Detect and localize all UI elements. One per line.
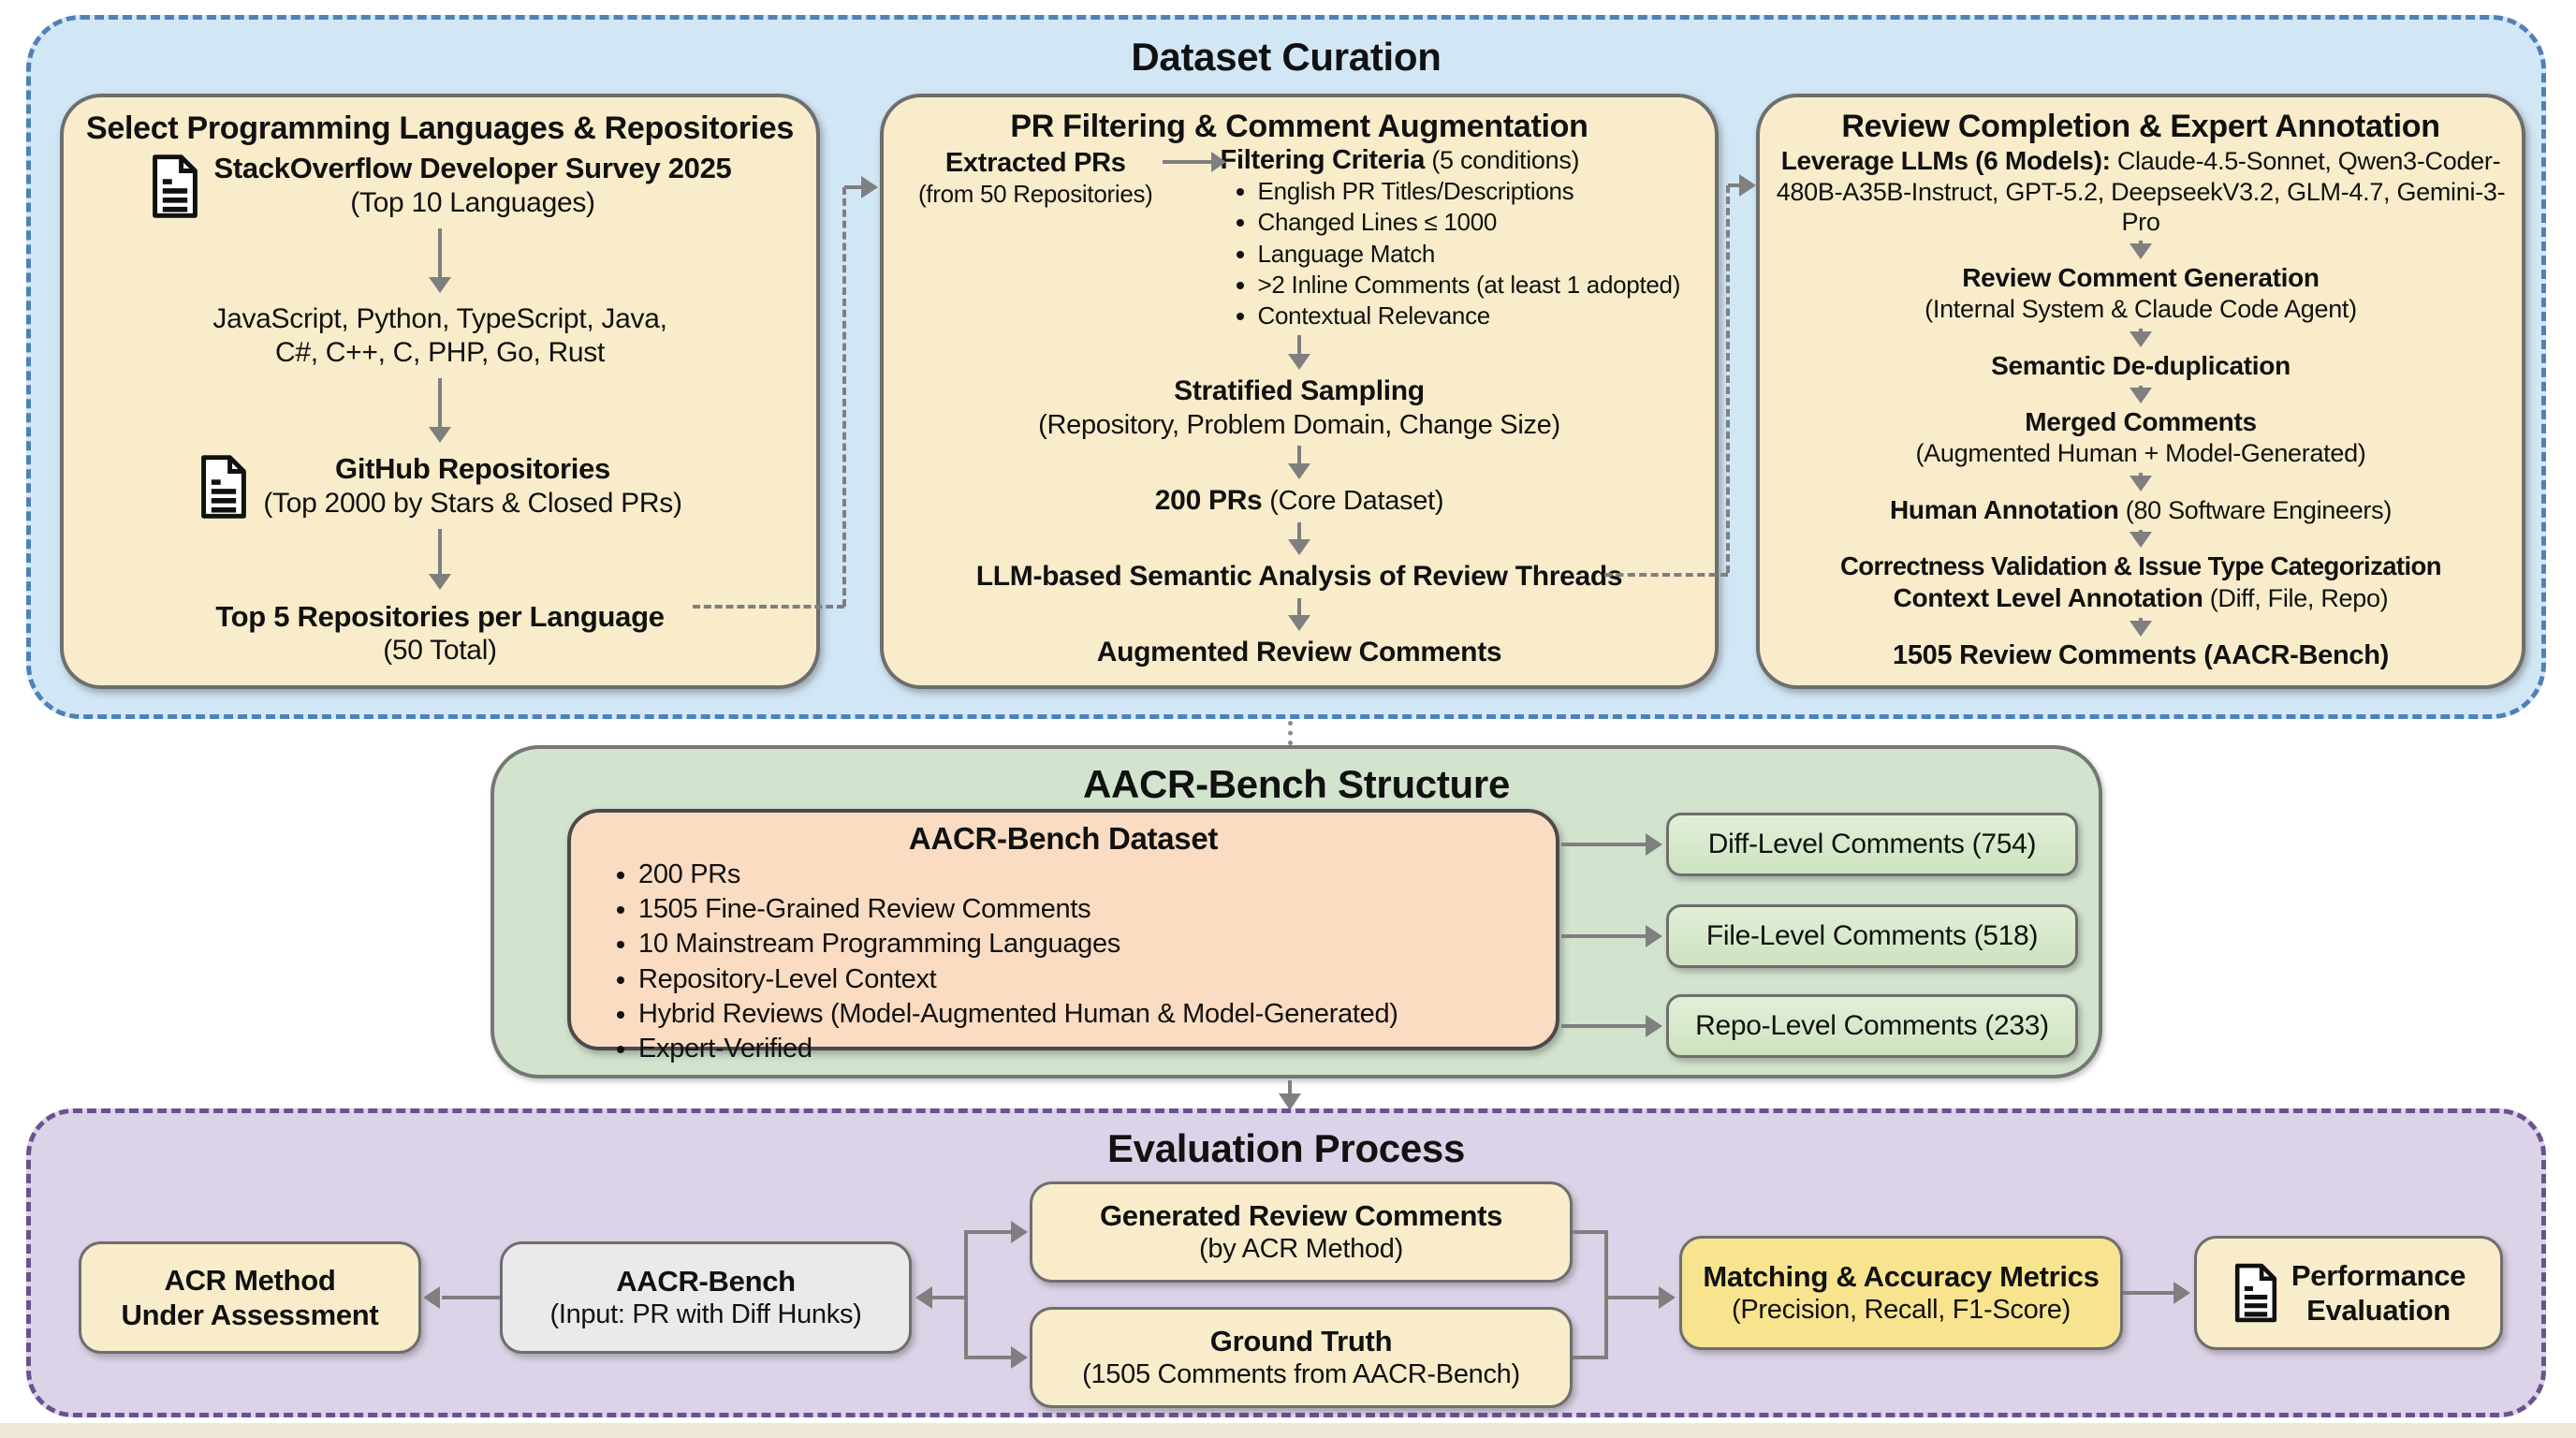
arrow-right-icon bbox=[1011, 1346, 1028, 1369]
connector-select-to-filter-horizontal bbox=[693, 605, 844, 609]
extracted-prs-label: Extracted PRs bbox=[944, 148, 1126, 179]
matching-metrics-sublabel: (Precision, Recall, F1-Score) bbox=[1732, 1295, 2071, 1326]
arrow-right-icon bbox=[1646, 833, 1662, 856]
arrow-down-icon bbox=[438, 378, 442, 427]
github-repositories-item bbox=[198, 451, 681, 521]
connector-bench-to-acr bbox=[442, 1296, 500, 1299]
connector-generated-to-trunk bbox=[1573, 1230, 1608, 1234]
aacr-bench-label: AACR-Bench bbox=[616, 1265, 796, 1298]
dataset-feature: • Expert-Verified bbox=[638, 1032, 1531, 1066]
connector-trunk-to-bench-input bbox=[932, 1296, 964, 1299]
document-icon bbox=[2232, 1263, 2280, 1323]
comment-generation-sublabel: (Internal System & Claude Code Agent) bbox=[1925, 295, 2357, 324]
connector-analysis-to-review-horizontal bbox=[1604, 573, 1728, 577]
connector-trunk-to-generated bbox=[968, 1230, 1013, 1234]
performance-label-line2: Evaluation bbox=[2306, 1294, 2451, 1327]
connector-dataset-to-file bbox=[1561, 934, 1647, 938]
filtering-criteria-item bbox=[1221, 145, 1681, 331]
arrow-right-icon bbox=[1739, 174, 1756, 197]
bench-dataset-box bbox=[567, 809, 1559, 1064]
github-label: GitHub Repositories bbox=[335, 452, 610, 486]
human-annotation-label: Human Annotation bbox=[1889, 494, 2119, 524]
connector-metrics-to-performance bbox=[2123, 1291, 2175, 1295]
criteria-item: • >2 Inline Comments (at least 1 adopted) bbox=[1258, 270, 1681, 301]
dataset-feature: • Repository-Level Context bbox=[638, 962, 1531, 997]
evaluation-process-title: Evaluation Process bbox=[1106, 1126, 1466, 1170]
core-dataset-sublabel: (Core Dataset) bbox=[1262, 486, 1444, 517]
file-level-comments-box bbox=[1666, 904, 2078, 968]
criteria-label: Filtering Criteria bbox=[1220, 145, 1426, 176]
language-list-line2: C#, C++, C, PHP, Go, Rust bbox=[274, 337, 606, 369]
pr-filtering-box bbox=[880, 94, 1719, 689]
merged-comments-sublabel: (Augmented Human + Model-Generated) bbox=[1915, 439, 2366, 468]
acr-method-label-line2: Under Assessment bbox=[121, 1299, 379, 1331]
arrow-down-icon bbox=[1297, 598, 1301, 616]
generated-comments-box bbox=[1030, 1181, 1573, 1283]
select-languages-title: Select Programming Languages & Repositories bbox=[85, 110, 795, 146]
stratified-sampling-item bbox=[1038, 374, 1560, 442]
connector-right-trunk bbox=[1604, 1230, 1608, 1359]
document-icon bbox=[149, 154, 201, 219]
arrow-left-icon bbox=[915, 1286, 932, 1309]
dataset-feature: • 10 Mainstream Programming Languages bbox=[638, 927, 1531, 961]
final-comments-label: 1505 Review Comments (AACR-Bench) bbox=[1893, 639, 2389, 670]
dataset-curation-title: Dataset Curation bbox=[1131, 35, 1442, 79]
bottom-edge-strip bbox=[0, 1423, 2576, 1438]
survey-label: StackOverflow Developer Survey 2025 bbox=[213, 152, 732, 185]
aacr-bench-sublabel: (Input: PR with Diff Hunks) bbox=[549, 1299, 862, 1330]
context-annotation-label: Context Level Annotation bbox=[1893, 582, 2203, 612]
connector-curation-to-bench bbox=[1288, 721, 1293, 745]
connector-groundtruth-to-trunk bbox=[1573, 1356, 1608, 1359]
criteria-item: • Language Match bbox=[1258, 239, 1681, 270]
arrow-right-icon bbox=[1659, 1286, 1676, 1309]
criteria-list bbox=[1221, 176, 1681, 331]
diff-level-comments-label: Diff-Level Comments (754) bbox=[1707, 829, 2037, 859]
arrow-down-icon bbox=[2139, 618, 2143, 620]
ground-truth-label: Ground Truth bbox=[1209, 1325, 1393, 1357]
llm-semantic-analysis-label: LLM-based Semantic Analysis of Review Threads bbox=[975, 561, 1623, 593]
repo-level-comments-box bbox=[1666, 994, 2078, 1058]
connector-select-to-filter-stub bbox=[844, 185, 863, 189]
survey-sublabel: (Top 10 Languages) bbox=[350, 187, 595, 219]
arrow-down-icon bbox=[438, 529, 442, 574]
review-completion-title: Review Completion & Expert Annotation bbox=[1841, 109, 2440, 144]
generated-comments-sublabel: (by ACR Method) bbox=[1199, 1234, 1403, 1265]
semantic-dedup-label: Semantic De-duplication bbox=[1991, 350, 2291, 380]
acr-method-box bbox=[79, 1241, 421, 1354]
arrow-left-icon bbox=[423, 1286, 440, 1309]
connector-dataset-to-repo bbox=[1561, 1024, 1647, 1028]
context-annotation-sublabel: (Diff, File, Repo) bbox=[2203, 583, 2389, 612]
arrow-down-icon bbox=[1297, 335, 1301, 354]
arrow-down-icon bbox=[2139, 241, 2143, 242]
performance-evaluation-box bbox=[2194, 1236, 2503, 1350]
criteria-sublabel: (5 conditions) bbox=[1425, 146, 1580, 175]
ground-truth-box bbox=[1030, 1307, 1573, 1408]
arrow-right-icon bbox=[1646, 1015, 1662, 1037]
arrow-right-icon bbox=[1011, 1221, 1028, 1243]
comment-generation-label: Review Comment Generation bbox=[1962, 262, 2320, 292]
extracted-prs-item bbox=[918, 147, 1153, 210]
ground-truth-sublabel: (1505 Comments from AACR-Bench) bbox=[1082, 1359, 1520, 1390]
augmented-comments-label: Augmented Review Comments bbox=[1096, 637, 1502, 668]
extraction-filtering-row bbox=[918, 145, 1680, 331]
sampling-sublabel: (Repository, Problem Domain, Change Size) bbox=[1038, 410, 1560, 441]
arrow-down-icon bbox=[1297, 522, 1301, 540]
acr-method-label-line1: ACR Method bbox=[164, 1263, 336, 1297]
leverage-llms-item bbox=[1773, 145, 2509, 237]
extracted-prs-sublabel: (from 50 Repositories) bbox=[917, 180, 1153, 209]
core-dataset-label: 200 PRs bbox=[1154, 485, 1263, 517]
merged-comments-item bbox=[1915, 406, 2365, 469]
core-dataset-item bbox=[1155, 484, 1443, 519]
sampling-label: Stratified Sampling bbox=[1174, 375, 1425, 407]
connector-dataset-to-diff bbox=[1561, 843, 1647, 846]
connector-trunk-to-metrics bbox=[1608, 1296, 1661, 1299]
file-level-comments-label: File-Level Comments (518) bbox=[1705, 920, 2039, 951]
merged-comments-label: Merged Comments bbox=[2025, 407, 2257, 437]
arrow-right-icon bbox=[1163, 160, 1211, 164]
arrow-right-icon bbox=[1646, 925, 1662, 947]
generated-comments-label: Generated Review Comments bbox=[1099, 1199, 1503, 1232]
human-annotation-sublabel: (80 Software Engineers) bbox=[2118, 495, 2393, 524]
arrow-down-icon bbox=[1297, 446, 1301, 463]
connector-analysis-to-review-vertical bbox=[1726, 185, 1730, 573]
human-annotation-item bbox=[1890, 494, 2392, 526]
stackoverflow-survey-item bbox=[149, 151, 732, 220]
bench-dataset-title: AACR-Bench Dataset bbox=[908, 821, 1219, 856]
arrow-down-icon bbox=[2139, 329, 2143, 330]
comment-generation-item bbox=[1925, 262, 2357, 325]
arrow-down-icon bbox=[2139, 386, 2143, 388]
dataset-feature: • Hybrid Reviews (Model-Augmented Human & Model-Generated) bbox=[638, 997, 1531, 1032]
leverage-llms-label: Leverage LLMs (6 Models): bbox=[1780, 146, 2111, 176]
arrow-right-icon bbox=[2174, 1282, 2190, 1304]
leverage-llms-models: Claude-4.5-Sonnet, Qwen3-Coder-480B-A35B-Instruct, GPT-5.2, DeepseekV3.2, GLM-4.7, Gemini-3-Pro bbox=[1776, 147, 2506, 237]
select-languages-box bbox=[60, 94, 820, 689]
top5-label: Top 5 Repositories per Language bbox=[215, 599, 665, 633]
bench-dataset-list bbox=[595, 858, 1531, 1066]
arrow-down-icon bbox=[2139, 473, 2143, 475]
dataset-feature: • 1505 Fine-Grained Review Comments bbox=[638, 892, 1531, 927]
github-sublabel: (Top 2000 by Stars & Closed PRs) bbox=[263, 488, 682, 520]
arrow-down-icon bbox=[2139, 530, 2143, 532]
aacr-bench-input-box bbox=[500, 1241, 912, 1354]
pr-filtering-title: PR Filtering & Comment Augmentation bbox=[1010, 109, 1588, 144]
performance-label-line1: Performance bbox=[2291, 1258, 2466, 1292]
diff-level-comments-box bbox=[1666, 813, 2078, 876]
correctness-validation-label: Correctness Validation & Issue Type Categorization bbox=[1840, 551, 2441, 581]
language-list-line1: JavaScript, Python, TypeScript, Java, bbox=[212, 302, 667, 334]
dataset-feature: • 200 PRs bbox=[638, 858, 1531, 892]
context-annotation-item bbox=[1894, 582, 2389, 614]
language-list bbox=[212, 302, 666, 371]
connector-select-to-filter-vertical bbox=[842, 187, 846, 607]
document-icon bbox=[198, 454, 250, 520]
connector-trunk-to-groundtruth bbox=[968, 1356, 1013, 1359]
bench-structure-title: AACR-Bench Structure bbox=[1082, 762, 1511, 806]
connector-left-trunk bbox=[964, 1230, 968, 1359]
repo-level-comments-label: Repo-Level Comments (233) bbox=[1695, 1010, 2049, 1041]
top5-sublabel: (50 Total) bbox=[383, 635, 497, 667]
criteria-item: • English PR Titles/Descriptions bbox=[1258, 176, 1681, 207]
top5-repositories-item bbox=[215, 599, 664, 668]
arrow-down-icon bbox=[438, 228, 442, 277]
matching-metrics-box bbox=[1679, 1236, 2123, 1350]
criteria-item: • Contextual Relevance bbox=[1258, 301, 1681, 331]
criteria-item: • Changed Lines ≤ 1000 bbox=[1258, 207, 1681, 238]
matching-metrics-label: Matching & Accuracy Metrics bbox=[1703, 1260, 2100, 1293]
arrow-right-icon bbox=[861, 176, 878, 198]
review-completion-box bbox=[1756, 94, 2525, 689]
